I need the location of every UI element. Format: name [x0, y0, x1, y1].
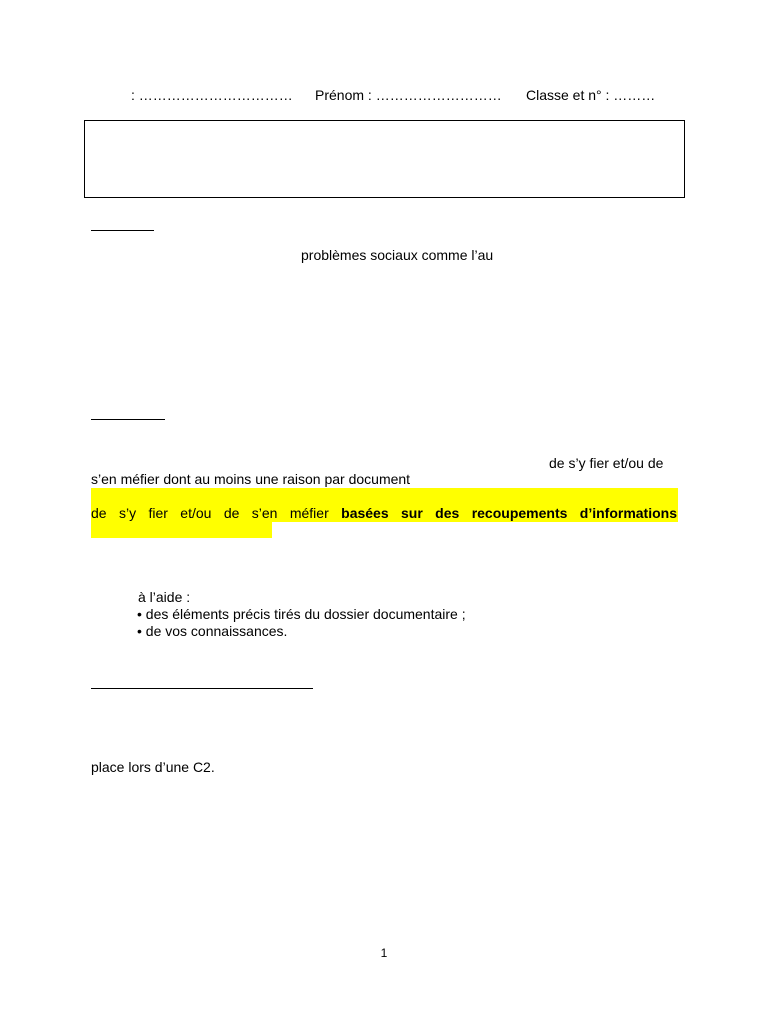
highlight-bold: basées sur des recoupements d’informations [341, 505, 677, 521]
section3-text: place lors d’une C2. [91, 759, 215, 775]
name-field-dots: : …………………………… [131, 87, 293, 103]
section3-underline [91, 688, 313, 689]
section2-line2: s’en méfier dont au moins une raison par document [91, 471, 411, 487]
aide-intro: à l’aide : [138, 589, 191, 605]
classe-field: Classe et n° : ……… [526, 87, 656, 103]
aide-bullet-2: • de vos connaissances. [137, 623, 288, 639]
highlighted-text [91, 505, 677, 522]
section2-line1: de s’y fier et/ou de [549, 455, 664, 471]
section1-underline [91, 230, 154, 231]
prenom-field: Prénom : ……………………… [315, 87, 502, 103]
page-number: 1 [380, 946, 388, 960]
section1-text: problèmes sociaux comme l’au [301, 247, 494, 263]
highlight-tail [91, 522, 272, 538]
highlight-plain: de s’y fier et/ou de s’en méfier [91, 505, 329, 521]
section2-underline [91, 419, 165, 420]
grade-box [84, 120, 685, 198]
aide-bullet-1: • des éléments précis tirés du dossier documentaire ; [137, 606, 466, 622]
